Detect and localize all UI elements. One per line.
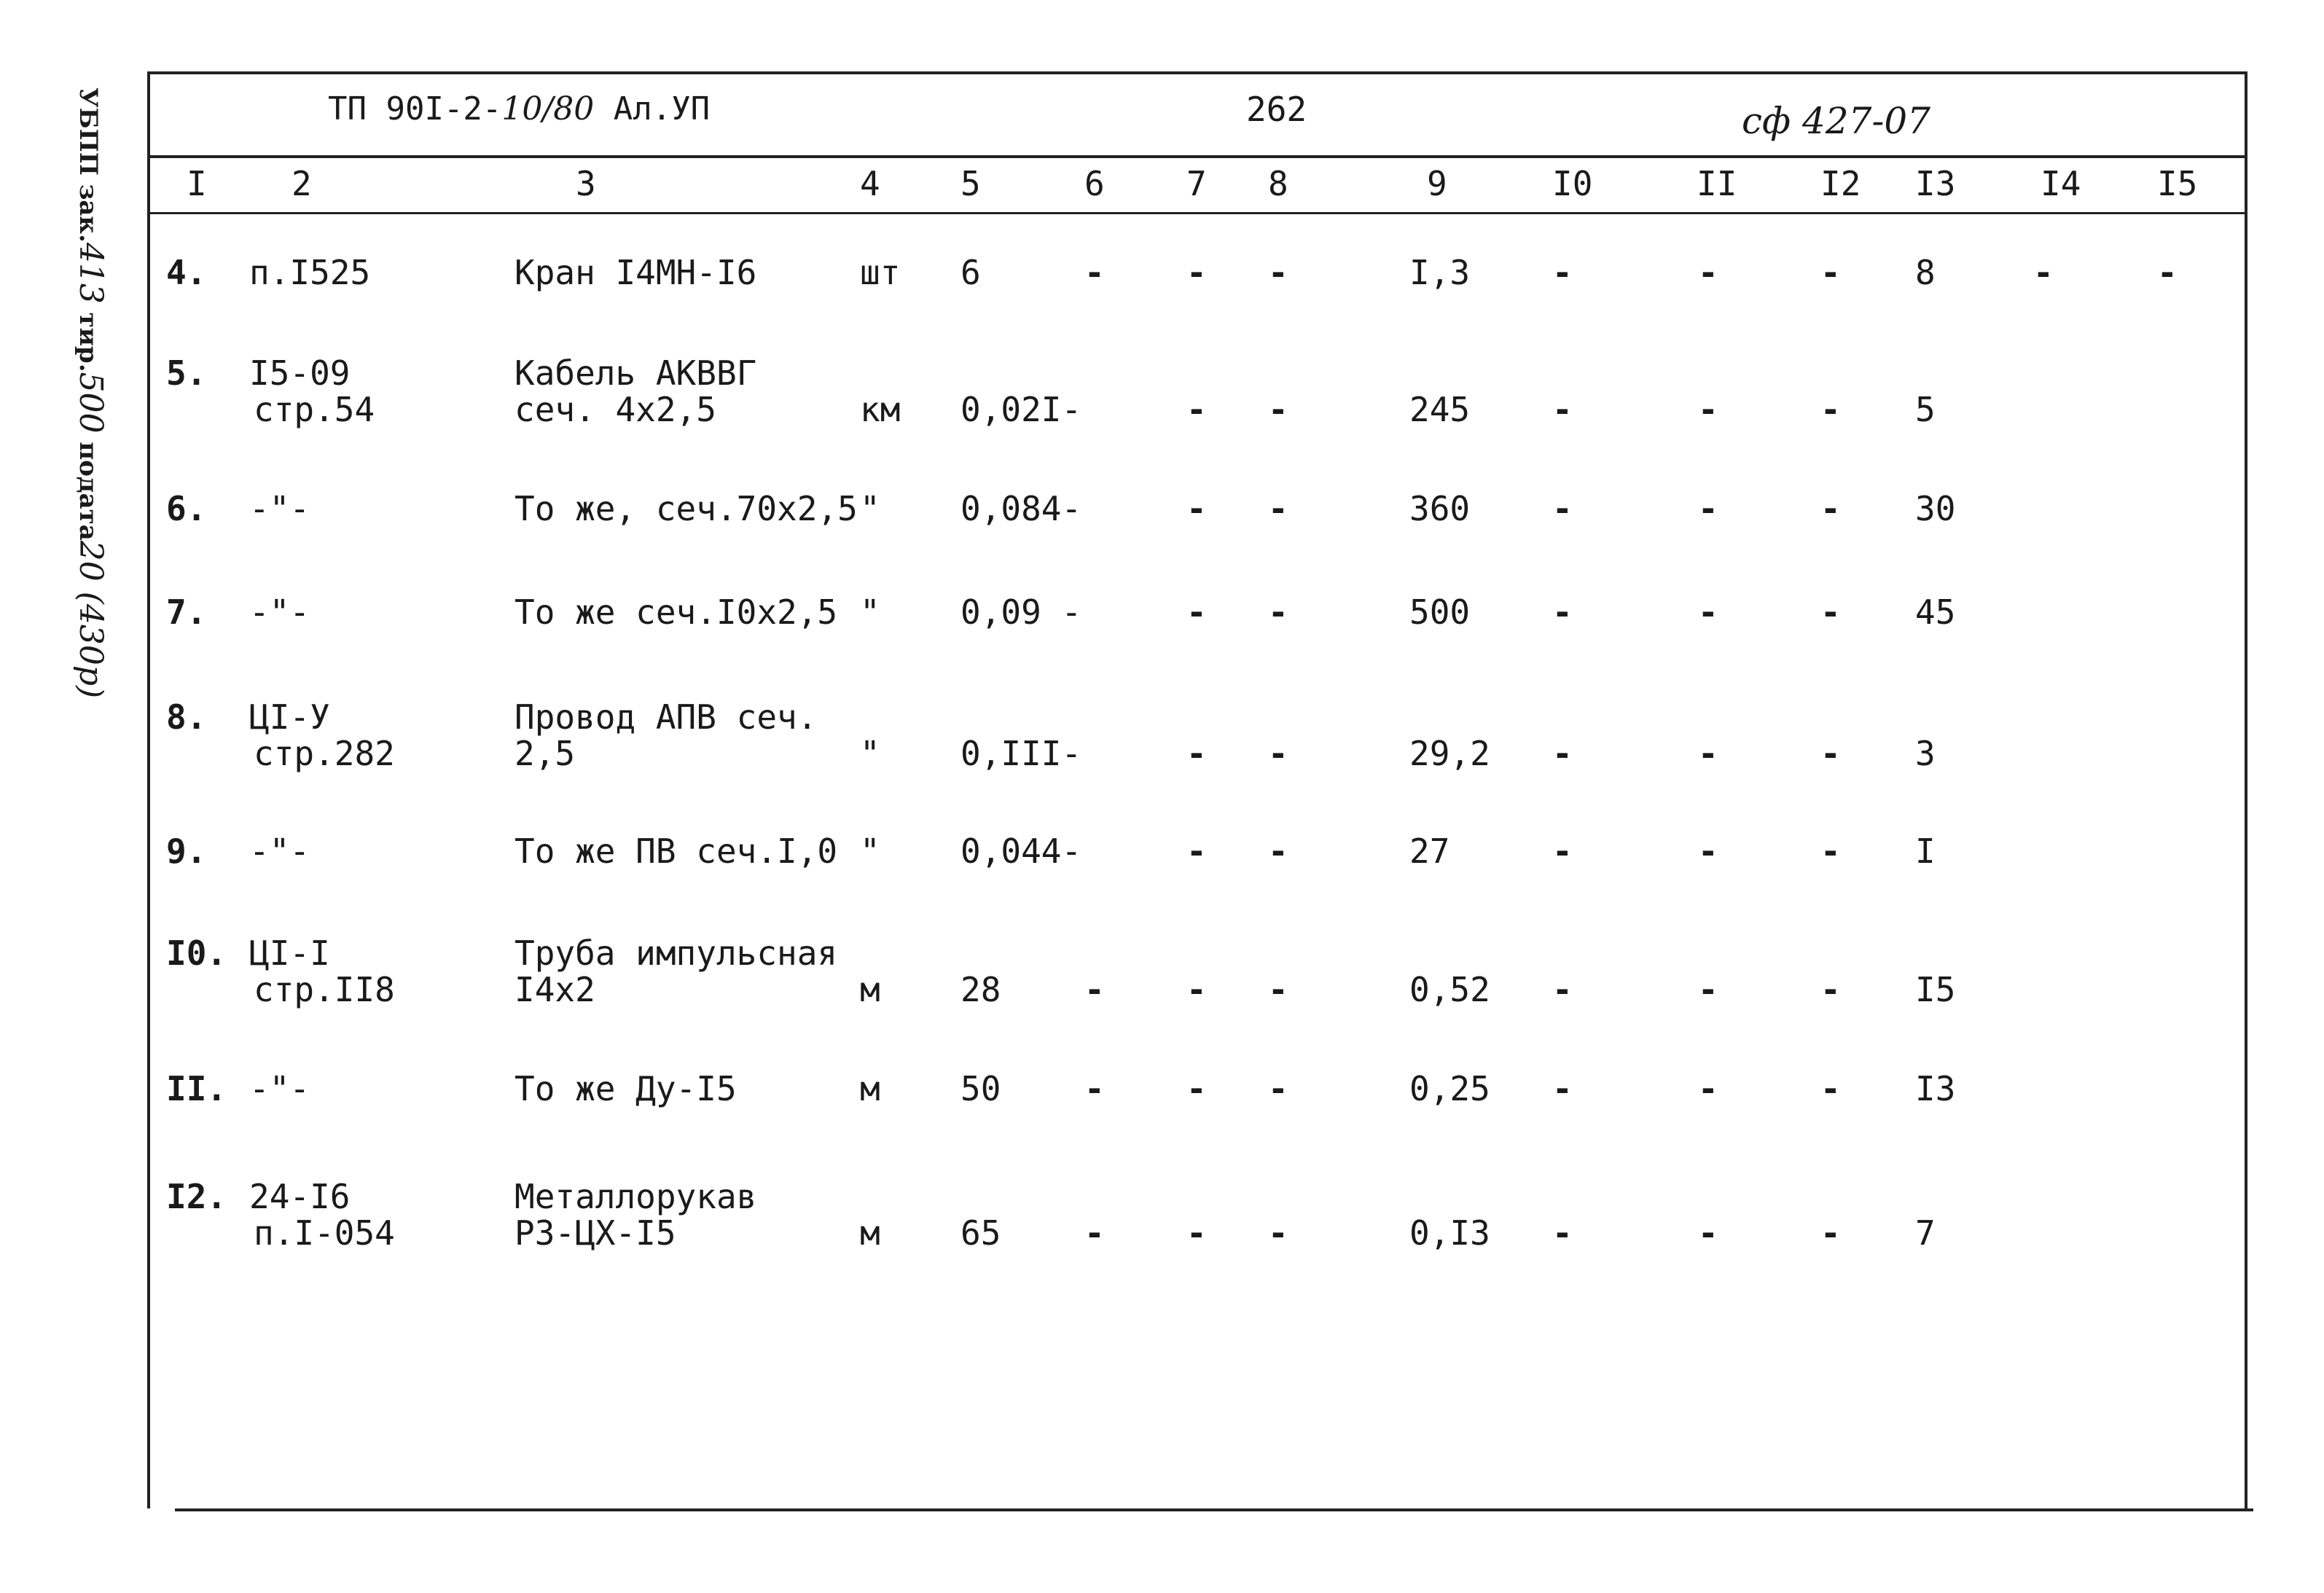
row-reference: -"-	[249, 592, 310, 632]
row-cell-c7: -	[1186, 734, 1207, 773]
row-cell-c12: -	[1820, 970, 1841, 1009]
row-cell-c9: 29,2	[1409, 734, 1490, 773]
column-number: I3	[1915, 164, 1956, 203]
row-reference-line2: стр.54	[254, 390, 375, 429]
row-reference: ЦI-I	[249, 934, 330, 973]
row-name: Металлорукав	[515, 1177, 757, 1216]
row-number: II.	[166, 1069, 227, 1108]
column-number: 8	[1268, 164, 1288, 203]
row-cell-c10: -	[1552, 592, 1573, 632]
row-cell-c10: -	[1552, 831, 1573, 871]
row-quantity: 0,09 -	[960, 592, 1082, 632]
column-number: 7	[1186, 164, 1207, 203]
row-cell-c13: I	[1915, 831, 1936, 871]
row-cell-c8: -	[1268, 1069, 1288, 1108]
row-name: Кран I4МН-I6	[515, 253, 757, 292]
row-cell-c10: -	[1552, 970, 1573, 1009]
row-reference: I5-09	[249, 353, 351, 393]
column-number: I5	[2157, 164, 2198, 203]
row-cell-c11: -	[1698, 831, 1718, 871]
row-reference: 24-I6	[249, 1177, 351, 1216]
row-name: Кабель АКВВГ	[515, 353, 757, 393]
row-reference: -"-	[249, 1069, 310, 1108]
row-quantity: 6	[960, 253, 981, 292]
column-number: II	[1697, 164, 1737, 203]
row-number: 7.	[166, 592, 207, 632]
row-name-line2: РЗ-ЦХ-I5	[515, 1213, 676, 1253]
row-name: Труба импульсная	[515, 934, 838, 973]
row-cell-c9: 500	[1409, 592, 1471, 632]
row-cell-c12: -	[1820, 489, 1841, 528]
row-reference-line2: п.I-054	[254, 1213, 395, 1253]
column-number: 2	[292, 164, 312, 203]
row-number: 4.	[166, 253, 207, 292]
row-cell-c7: -	[1186, 831, 1207, 871]
column-number: 4	[860, 164, 880, 203]
row-cell-c13: 7	[1915, 1213, 1936, 1253]
row-unit: м	[860, 1069, 880, 1108]
row-unit: "	[860, 831, 880, 871]
row-number: I2.	[166, 1177, 227, 1216]
row-quantity: 65	[960, 1213, 1001, 1253]
row-reference-line2: стр.282	[254, 734, 395, 773]
row-cell-c8: -	[1268, 253, 1288, 292]
row-cell-c7: -	[1186, 1213, 1207, 1253]
row-unit: м	[860, 1213, 880, 1253]
column-number: 3	[576, 164, 596, 203]
row-cell-c15: -	[2157, 253, 2178, 292]
row-cell-c12: -	[1820, 734, 1841, 773]
row-quantity: 0,02I-	[960, 390, 1082, 429]
row-name: То же, сеч.70х2,5	[515, 489, 858, 528]
row-cell-c13: 5	[1915, 390, 1936, 429]
row-cell-c8: -	[1268, 592, 1288, 632]
row-cell-c10: -	[1552, 1213, 1573, 1253]
row-cell-c6: -	[1084, 1213, 1105, 1253]
row-cell-c13: 45	[1915, 592, 1956, 632]
row-cell-c7: -	[1186, 1069, 1207, 1108]
row-cell-c8: -	[1268, 734, 1288, 773]
row-name: То же сеч.I0х2,5	[515, 592, 838, 632]
row-cell-c8: -	[1268, 1213, 1288, 1253]
row-cell-c12: -	[1820, 1213, 1841, 1253]
row-cell-c10: -	[1552, 734, 1573, 773]
row-cell-c7: -	[1186, 489, 1207, 528]
row-cell-c11: -	[1698, 390, 1718, 429]
document-stamp: сф 427-07	[1742, 100, 1930, 142]
row-number: 8.	[166, 697, 207, 737]
row-cell-c12: -	[1820, 390, 1841, 429]
row-cell-c7: -	[1186, 592, 1207, 632]
row-quantity: 28	[960, 970, 1001, 1009]
row-cell-c10: -	[1552, 390, 1573, 429]
row-name: Провод АПВ сеч.	[515, 697, 818, 737]
column-number: I4	[2041, 164, 2081, 203]
header-divider	[150, 155, 2245, 158]
row-cell-c8: -	[1268, 970, 1288, 1009]
row-reference: ЦI-У	[249, 697, 330, 737]
row-quantity: 50	[960, 1069, 1001, 1108]
row-cell-c13: 8	[1915, 253, 1936, 292]
side-note: УБПП зак.413 тир.500 подата20 (430р)	[72, 87, 109, 699]
row-cell-c7: -	[1186, 390, 1207, 429]
row-cell-c12: -	[1820, 592, 1841, 632]
row-name-line2: сеч. 4х2,5	[515, 390, 716, 429]
column-number: I2	[1820, 164, 1861, 203]
row-name-line2: I4х2	[515, 970, 595, 1009]
bottom-border	[175, 1508, 2253, 1511]
row-name: То же Ду-I5	[515, 1069, 737, 1108]
row-cell-c12: -	[1820, 253, 1841, 292]
row-cell-c13: 30	[1915, 489, 1956, 528]
row-cell-c9: I,3	[1409, 253, 1471, 292]
row-cell-c9: 27	[1409, 831, 1450, 871]
row-cell-c11: -	[1698, 1069, 1718, 1108]
row-cell-c9: 245	[1409, 390, 1471, 429]
row-cell-c9: 360	[1409, 489, 1471, 528]
row-number: 9.	[166, 831, 207, 871]
row-unit: "	[860, 592, 880, 632]
column-number: 5	[960, 164, 981, 203]
row-cell-c14: -	[2033, 253, 2054, 292]
row-reference: -"-	[249, 489, 310, 528]
column-number: 9	[1427, 164, 1447, 203]
row-cell-c8: -	[1268, 489, 1288, 528]
row-unit: "	[860, 489, 880, 528]
row-cell-c8: -	[1268, 390, 1288, 429]
column-number: I0	[1552, 164, 1593, 203]
row-unit: м	[860, 970, 880, 1009]
row-name: То же ПВ сеч.I,0	[515, 831, 838, 871]
row-reference: -"-	[249, 831, 310, 871]
row-cell-c6: -	[1084, 1069, 1105, 1108]
row-name-line2: 2,5	[515, 734, 576, 773]
row-number: 5.	[166, 353, 207, 393]
row-cell-c11: -	[1698, 734, 1718, 773]
row-cell-c12: -	[1820, 1069, 1841, 1108]
row-cell-c9: 0,52	[1409, 970, 1490, 1009]
row-cell-c13: I5	[1915, 970, 1956, 1009]
row-cell-c7: -	[1186, 970, 1207, 1009]
row-reference-line2: стр.II8	[254, 970, 395, 1009]
column-number-divider	[150, 212, 2245, 214]
row-cell-c11: -	[1698, 970, 1718, 1009]
row-cell-c11: -	[1698, 592, 1718, 632]
row-cell-c10: -	[1552, 253, 1573, 292]
row-unit: шт	[860, 253, 901, 292]
row-cell-c11: -	[1698, 489, 1718, 528]
row-cell-c7: -	[1186, 253, 1207, 292]
row-cell-c13: 3	[1915, 734, 1936, 773]
row-number: 6.	[166, 489, 207, 528]
row-cell-c9: 0,I3	[1409, 1213, 1490, 1253]
column-number: I	[187, 164, 207, 203]
row-unit: "	[860, 734, 880, 773]
row-quantity: 0,III-	[960, 734, 1082, 773]
row-quantity: 0,044-	[960, 831, 1082, 871]
row-cell-c12: -	[1820, 831, 1841, 871]
document-title: ТП 90I-2-10/80 Ал.УП	[328, 90, 711, 128]
row-cell-c10: -	[1552, 489, 1573, 528]
row-unit: км	[860, 390, 901, 429]
row-cell-c13: I3	[1915, 1069, 1956, 1108]
column-number: 6	[1084, 164, 1105, 203]
row-cell-c6: -	[1084, 970, 1105, 1009]
row-number: I0.	[166, 934, 227, 973]
row-cell-c10: -	[1552, 1069, 1573, 1108]
row-cell-c8: -	[1268, 831, 1288, 871]
row-quantity: 0,084-	[960, 489, 1082, 528]
row-reference: п.I525	[249, 253, 371, 292]
row-cell-c9: 0,25	[1409, 1069, 1490, 1108]
row-cell-c11: -	[1698, 1213, 1718, 1253]
row-cell-c6: -	[1084, 253, 1105, 292]
page-number: 262	[1246, 90, 1307, 129]
row-cell-c11: -	[1698, 253, 1718, 292]
